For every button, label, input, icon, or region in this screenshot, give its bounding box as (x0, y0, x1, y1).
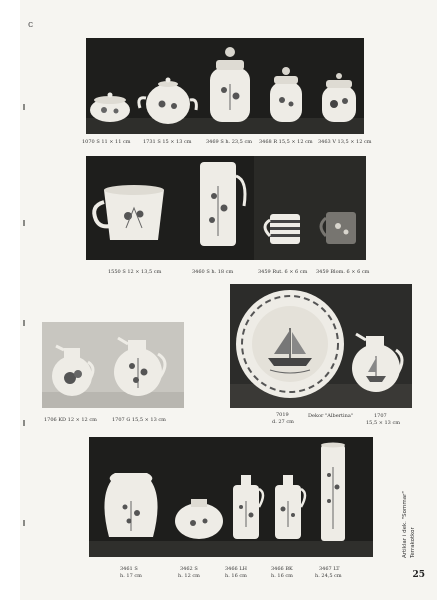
jars-illustration (86, 38, 364, 134)
binding-hole (23, 104, 25, 110)
mugs-illustration (86, 156, 366, 260)
caption-3459-rut: 3459 Rut. 6 × 6 cm (258, 269, 308, 275)
caption-1550-s: 1550 S 12 × 13,5 cm (108, 269, 162, 275)
vases-illustration (89, 437, 373, 557)
caption-1706-kd: 1706 KD 12 × 12 cm (44, 417, 97, 423)
caption-3466-lh-size: h. 16 cm (225, 573, 247, 579)
caption-3467-lt: 3467 LT (319, 566, 340, 572)
photo-row1-jars (86, 38, 364, 134)
photo-row4-vases (89, 437, 373, 557)
caption-7019-size: d. 27 cm (272, 419, 294, 425)
caption-3466-lh: 3466 LH (225, 566, 247, 572)
caption-3467-lt-size: h. 24,5 cm (315, 573, 342, 579)
caption-3466-bk: 3466 BK (271, 566, 293, 572)
caption-3460-s: 3460 S h. 18 cm (192, 269, 234, 275)
page-number: 25 (412, 570, 425, 580)
caption-1707-size: 15,5 × 13 cm (366, 420, 400, 426)
side-text-line-2: Terrakotkor (410, 527, 416, 558)
caption-3462-s-size: h. 12 cm (178, 573, 200, 579)
binding-hole (23, 420, 25, 426)
caption-3468-r: 3468 R 15,5 × 12 cm (259, 139, 313, 145)
caption-3463-v: 3463 V 13,5 × 12 cm (318, 139, 372, 145)
caption-1070-s: 1070 S 11 × 11 cm (82, 139, 131, 145)
caption-7019: 7019 (276, 412, 289, 418)
photo-row3-albertina (230, 284, 412, 408)
jugs-illustration (42, 322, 184, 408)
caption-3469-s: 3469 S h. 23,5 cm (206, 139, 252, 145)
binding-hole (23, 220, 25, 226)
caption-1707-g: 1707 G 15,5 × 13 cm (112, 417, 166, 423)
caption-3459-blom: 3459 Blom. 6 × 6 cm (316, 269, 370, 275)
binding-margin (0, 0, 20, 600)
side-text-line-1: Artiklar i dek. "Sommar" (402, 491, 408, 558)
albertina-illustration (230, 284, 412, 408)
caption-3461-s-size: h. 17 cm (120, 573, 142, 579)
caption-3461-s: 3461 S (120, 566, 138, 572)
photo-row3-jugs (42, 322, 184, 408)
photo-row2-mugs (86, 156, 366, 260)
caption-3462-s: 3462 S (180, 566, 198, 572)
caption-1707: 1707 (374, 413, 387, 419)
caption-3466-bk-size: h. 16 cm (271, 573, 293, 579)
corner-mark: ᴄ (28, 20, 34, 30)
binding-hole (23, 320, 25, 326)
binding-hole (23, 520, 25, 526)
caption-1731-s: 1731 S 15 × 13 cm (143, 139, 192, 145)
caption-decor-albertina: Dekor "Albertina" (308, 413, 354, 419)
